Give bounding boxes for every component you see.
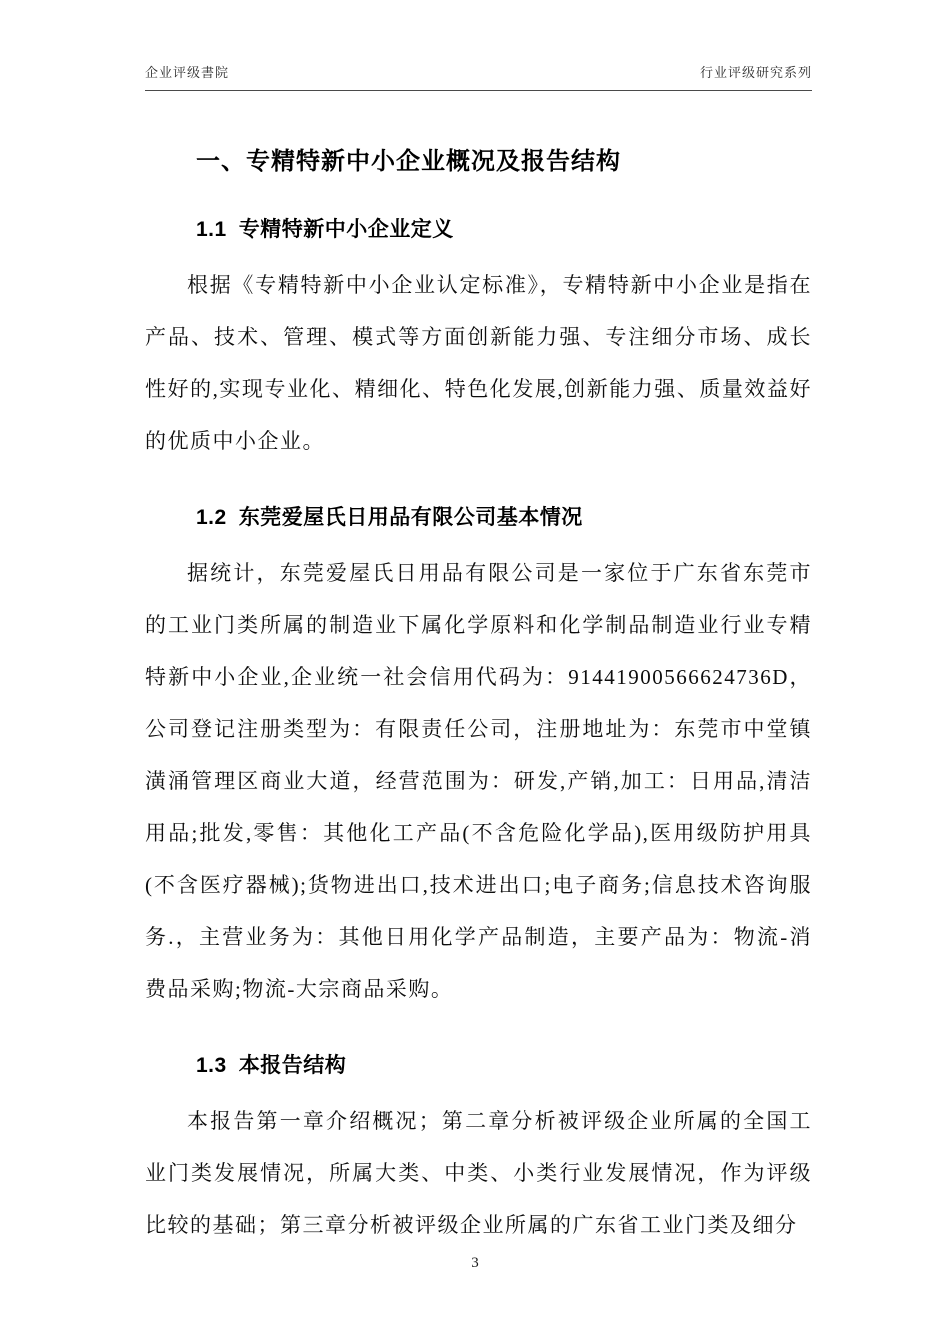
section-1-1-title: 专精特新中小企业定义	[238, 218, 454, 241]
header-left-text: 企业评级書院	[145, 65, 230, 80]
section-1-2-heading	[196, 503, 812, 533]
section-1-1-paragraph: 根据《专精特新中小企业认定标准》，专精特新中小企业是指在产品、技术、管理、模式等方面创新能力强、专注细分市场、成长性好的,实现专业化、精细化、特色化发展,创新能力强、质量效益好的优质中小企业。	[145, 273, 812, 453]
page-footer	[0, 1255, 950, 1272]
header-right-text: 行业评级研究系列	[699, 65, 812, 80]
section-1-3-number: 1.3	[196, 1054, 227, 1077]
page-number: 3	[471, 1255, 479, 1271]
section-1-1-number: 1.1	[196, 218, 227, 241]
section-1-2-title: 东莞爱屋氏日用品有限公司基本情况	[238, 506, 583, 529]
section-1-1-heading	[196, 215, 812, 245]
section-1-2-paragraph: 据统计，东莞爱屋氏日用品有限公司是一家位于广东省东莞市的工业门类所属的制造业下属化学原料和化学制品制造业行业专精特新中小企业,企业统一社会信用代码为：91441900566624736D，公司登记注册类型为：有限责任公司，注册地址为：东莞市中堂镇潢涌管理区商业大道，经营范围为：研发,产销,加工：日用品,清洁用品;批发,零售：其他化工产品(不含危险化学品),医用级防护用具(不含医疗器械);货物进出口,技术进出口;电子商务;信息技术咨询服务.，主营业务为：其他日用化学产品制造，主要产品为：物流-消费品采购;物流-大宗商品采购。	[145, 561, 812, 1001]
chapter-heading: 一、专精特新中小企业概况及报告结构	[196, 148, 621, 175]
section-1-3-title: 本报告结构	[238, 1054, 347, 1077]
page-body	[145, 145, 812, 1251]
section-1-2-number: 1.2	[196, 506, 227, 529]
section-1-3-heading	[196, 1051, 812, 1081]
page-header	[145, 62, 812, 91]
section-1-3-paragraph: 本报告第一章介绍概况；第二章分析被评级企业所属的全国工业门类发展情况，所属大类、中类、小类行业发展情况，作为评级比较的基础；第三章分析被评级企业所属的广东省工业门类及细分	[145, 1109, 812, 1237]
